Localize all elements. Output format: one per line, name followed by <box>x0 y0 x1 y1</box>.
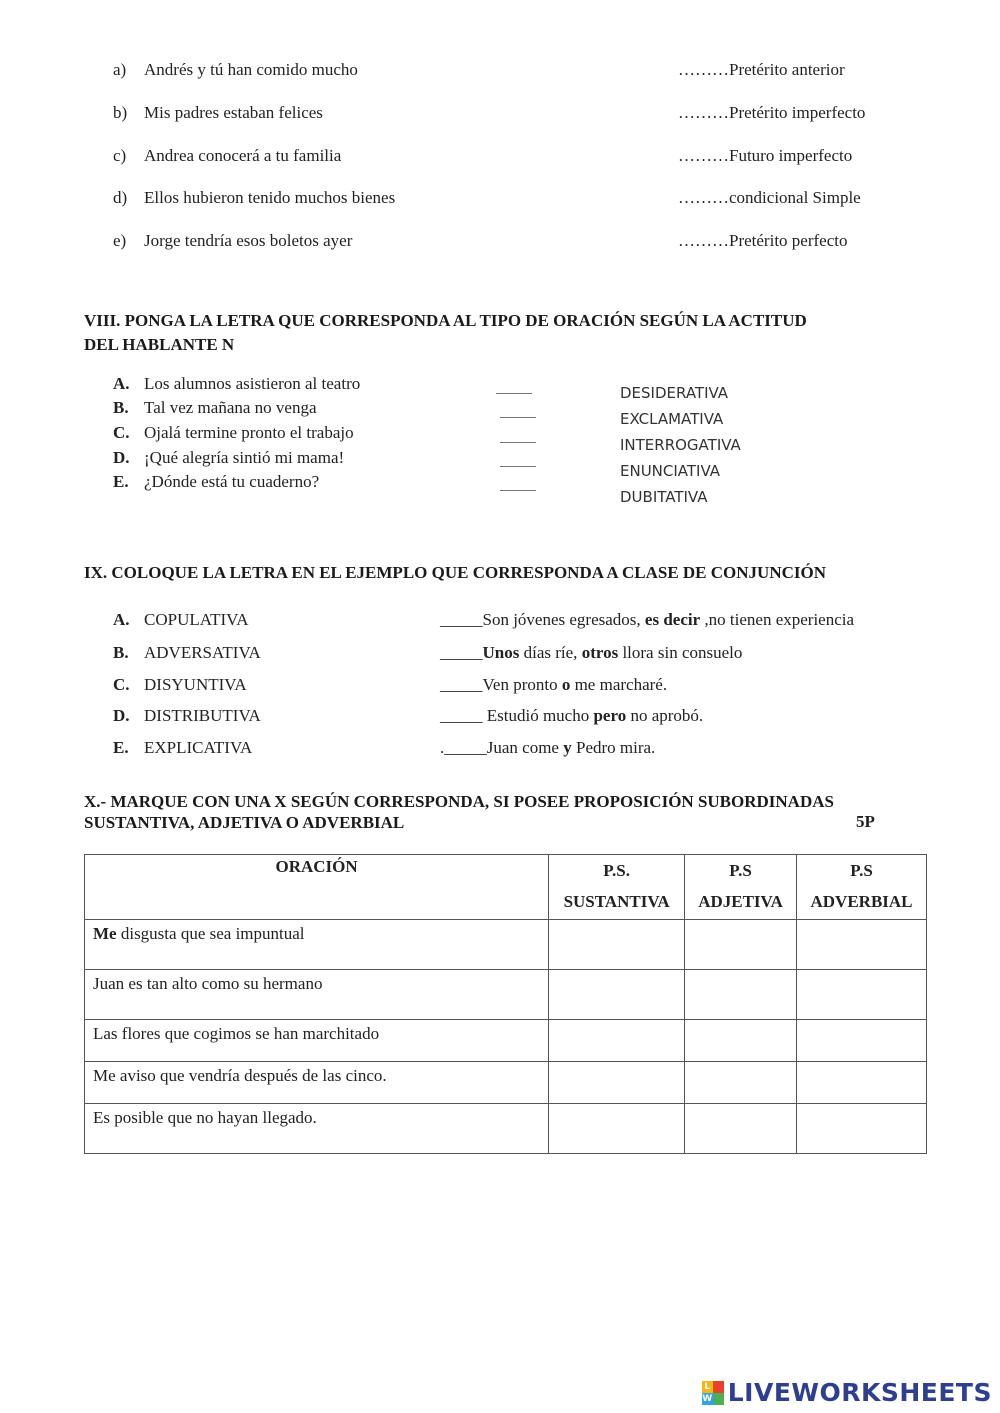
check-cell-sustantiva[interactable] <box>549 1020 685 1062</box>
sentence-text: disgusta que sea impuntual <box>116 924 305 943</box>
check-cell-adverbial[interactable] <box>797 1104 927 1154</box>
check-cell-sustantiva[interactable] <box>549 1062 685 1104</box>
sentence-text: Tal vez mañana no venga <box>144 398 317 417</box>
header-label: ADJETIVA <box>698 892 783 911</box>
item-letter: e) <box>113 231 127 250</box>
header-label: ADVERBIAL <box>810 892 913 911</box>
header-label: SUSTANTIVA <box>563 892 670 911</box>
heading-line: VIII. PONGA LA LETRA QUE CORRESPONDA AL TIPO DE ORACIÓN SEGÚN LA ACTITUD <box>84 311 807 330</box>
item-letter: c) <box>113 146 127 165</box>
column-header-sustantiva <box>549 855 685 920</box>
item-letter: b) <box>113 103 128 122</box>
verb-sentence: Ellos hubieron tenido muchos bienes <box>144 188 396 207</box>
answer-blank[interactable] <box>500 417 536 418</box>
verb-sentence: Andrés y tú han comido mucho <box>144 60 358 79</box>
sentence-cell <box>85 920 549 970</box>
item-letter: D. <box>113 448 130 467</box>
check-cell-sustantiva[interactable] <box>549 920 685 970</box>
item-letter: d) <box>113 188 128 207</box>
bold-word: Me <box>93 924 117 943</box>
header-label: P.S <box>729 861 752 880</box>
answer-blank[interactable]: _____ <box>440 643 483 662</box>
points-label: 5P <box>856 812 875 831</box>
sentence-cell <box>85 1062 549 1104</box>
sentence-type-option[interactable]: INTERROGATIVA <box>620 436 741 454</box>
check-cell-sustantiva[interactable] <box>549 970 685 1020</box>
item-letter: C. <box>113 675 130 694</box>
check-cell-adverbial[interactable] <box>797 1020 927 1062</box>
conjunction-example <box>440 706 703 726</box>
tense-option[interactable]: ………Pretérito imperfecto <box>678 103 866 122</box>
example-text: días ríe, <box>519 643 582 662</box>
header-label: P.S. <box>603 861 631 880</box>
check-cell-adverbial[interactable] <box>797 1062 927 1104</box>
conjunction-word: o <box>561 675 571 694</box>
item-letter: C. <box>113 423 130 442</box>
example-text: Son jóvenes egresados, <box>482 610 645 629</box>
conjunction-word: y <box>563 738 572 757</box>
item-letter: a) <box>113 60 127 79</box>
conjunction-example <box>440 643 742 663</box>
liveworksheets-logo[interactable] <box>702 1378 992 1407</box>
table-header-row <box>85 855 927 920</box>
column-header-oracion <box>85 855 549 920</box>
item-letter: A. <box>113 610 130 629</box>
tense-option[interactable]: ………Pretérito perfecto <box>678 231 848 250</box>
section-ix-heading: IX. COLOQUE LA LETRA EN EL EJEMPLO QUE CORRESPONDA A CLASE DE CONJUNCIÓN <box>84 563 826 582</box>
conjunction-word: otros <box>581 643 619 662</box>
sentence-text: ¡Qué alegría sintió mi mama! <box>144 448 345 467</box>
check-cell-adverbial[interactable] <box>797 920 927 970</box>
conjunction-label: DISYUNTIVA <box>144 675 247 694</box>
sentence-type-option[interactable]: DESIDERATIVA <box>620 384 729 402</box>
sentence-type-option[interactable]: ENUNCIATIVA <box>620 462 721 480</box>
conjunction-label: DISTRIBUTIVA <box>144 706 261 725</box>
liveworksheets-logo-icon <box>702 1381 724 1405</box>
item-letter: D. <box>113 706 130 725</box>
logo-icon-block: L <box>702 1381 713 1393</box>
logo-text: LIVEWORKSHEETS <box>727 1378 992 1407</box>
check-cell-adjetiva[interactable] <box>685 1104 797 1154</box>
verb-sentence: Andrea conocerá a tu familia <box>144 146 342 165</box>
answer-blank[interactable] <box>500 466 536 467</box>
item-letter: B. <box>113 643 129 662</box>
heading-line: SUSTANTIVA, ADJETIVA O ADVERBIAL <box>84 813 405 832</box>
answer-blank[interactable]: _____ <box>440 706 483 725</box>
table-row <box>85 970 927 1020</box>
conjunction-example <box>440 675 667 695</box>
sentence-text: Juan es tan alto como su hermano <box>93 974 323 993</box>
check-cell-adjetiva[interactable] <box>685 970 797 1020</box>
example-text: me marcharé. <box>570 675 668 694</box>
section-viii-heading <box>84 309 807 357</box>
subordinate-clause-table <box>84 854 927 1154</box>
heading-line: DEL HABLANTE N <box>84 335 235 354</box>
answer-blank[interactable]: _____ <box>440 610 483 629</box>
table-row <box>85 1020 927 1062</box>
conjunction-label: ADVERSATIVA <box>144 643 261 662</box>
example-text: llora sin consuelo <box>618 643 743 662</box>
check-cell-adjetiva[interactable] <box>685 920 797 970</box>
example-text: Ven pronto <box>482 675 562 694</box>
sentence-cell <box>85 1020 549 1062</box>
verb-sentence: Jorge tendría esos boletos ayer <box>144 231 353 250</box>
check-cell-adjetiva[interactable] <box>685 1062 797 1104</box>
column-header-adjetiva <box>685 855 797 920</box>
sentence-text: Ojalá termine pronto el trabajo <box>144 423 354 442</box>
check-cell-adjetiva[interactable] <box>685 1020 797 1062</box>
conjunction-example <box>440 610 854 630</box>
example-text: Pedro mira. <box>571 738 656 757</box>
header-label: P.S <box>850 861 873 880</box>
answer-blank[interactable] <box>496 393 532 394</box>
tense-option[interactable]: ………condicional Simple <box>678 188 861 207</box>
section-x-heading <box>84 791 834 833</box>
example-text: ,no tienen experiencia <box>700 610 855 629</box>
check-cell-adverbial[interactable] <box>797 970 927 1020</box>
answer-blank[interactable] <box>500 490 536 491</box>
sentence-text: Las flores que cogimos se han marchitado <box>93 1024 380 1043</box>
item-letter: B. <box>113 398 129 417</box>
answer-blank[interactable] <box>500 442 536 443</box>
logo-icon-block <box>713 1393 724 1405</box>
sentence-text: Me aviso que vendría después de las cinco. <box>93 1066 387 1085</box>
table-row <box>85 1062 927 1104</box>
conjunction-label: EXPLICATIVA <box>144 738 253 757</box>
item-letter: A. <box>113 374 130 393</box>
header-label: ORACIÓN <box>275 857 358 876</box>
column-header-adverbial <box>797 855 927 920</box>
item-letter: E. <box>113 738 129 757</box>
answer-blank[interactable]: ._____ <box>440 738 487 757</box>
verb-sentence: Mis padres estaban felices <box>144 103 323 122</box>
sentence-cell <box>85 970 549 1020</box>
table-row <box>85 920 927 970</box>
conjunction-word: Unos <box>482 643 520 662</box>
heading-line: X.- MARQUE CON UNA X SEGÚN CORRESPONDA, SI POSEE PROPOSICIÓN SUBORDINADAS <box>84 792 834 811</box>
check-cell-sustantiva[interactable] <box>549 1104 685 1154</box>
answer-blank[interactable]: _____ <box>440 675 483 694</box>
conjunction-label: COPULATIVA <box>144 610 249 629</box>
item-letter: E. <box>113 472 129 491</box>
sentence-type-option[interactable]: EXCLAMATIVA <box>620 410 724 428</box>
sentence-text: Es posible que no hayan llegado. <box>93 1108 317 1127</box>
tense-option[interactable]: ………Futuro imperfecto <box>678 146 853 165</box>
conjunction-word: pero <box>593 706 627 725</box>
sentence-text: ¿Dónde está tu cuaderno? <box>144 472 320 491</box>
example-text: no aprobó. <box>626 706 704 725</box>
sentence-type-option[interactable]: DUBITATIVA <box>620 488 708 506</box>
sentence-cell <box>85 1104 549 1154</box>
sentence-text: Los alumnos asistieron al teatro <box>144 374 361 393</box>
example-text: Juan come <box>486 738 564 757</box>
table-row <box>85 1104 927 1154</box>
conjunction-example <box>440 738 655 758</box>
conjunction-word: es decir <box>644 610 701 629</box>
logo-icon-block: W <box>702 1393 713 1404</box>
tense-option[interactable]: ………Pretérito anterior <box>678 60 845 79</box>
example-text: Estudió mucho <box>482 706 594 725</box>
logo-icon-block <box>713 1381 724 1393</box>
